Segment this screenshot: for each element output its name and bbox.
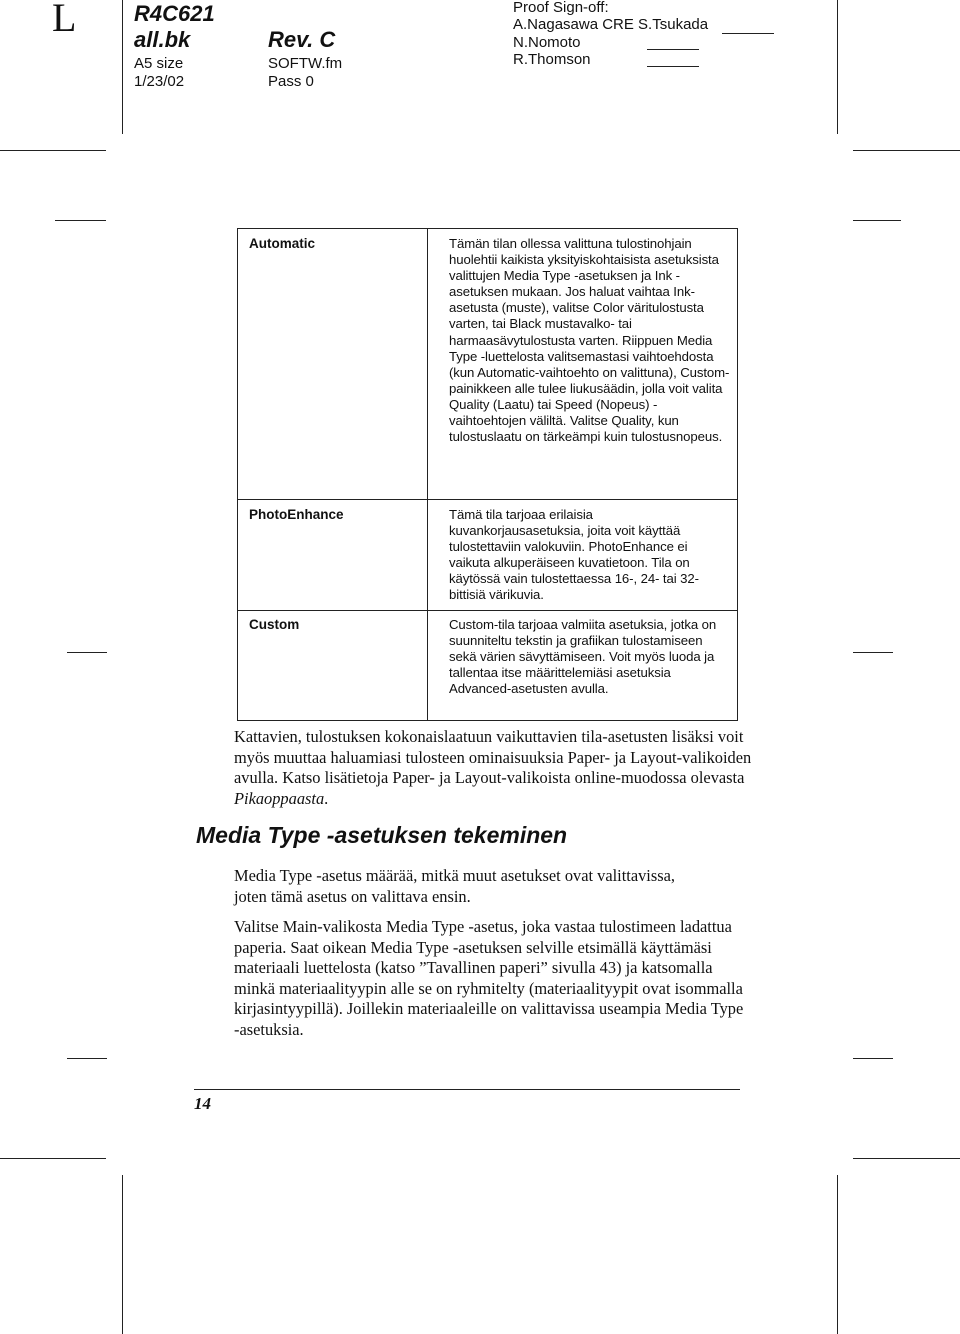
crop-mark — [853, 220, 901, 221]
crop-mark — [837, 1175, 838, 1334]
corner-letter: L — [52, 0, 77, 40]
section-heading: Media Type -asetuksen tekeminen — [196, 822, 568, 848]
crop-mark — [55, 220, 106, 221]
signoff-2: N.Nomoto — [513, 34, 581, 51]
signoff-1: A.Nagasawa CRE S.Tsukada — [513, 16, 709, 33]
paragraph — [234, 727, 754, 809]
crop-mark — [853, 1158, 960, 1159]
crop-mark — [67, 1058, 107, 1059]
signoff-3: R.Thomson — [513, 51, 591, 68]
crop-mark — [0, 1158, 106, 1159]
signoff-title: Proof Sign-off: — [513, 0, 609, 16]
paragraph-end: . — [324, 788, 329, 808]
crop-mark — [853, 150, 960, 151]
page-number: 14 — [194, 1094, 211, 1113]
paragraph-text: Kattavien, tulostuksen kokonaislaatuun vaikuttavien tila-asetusten lisäksi voit myös muuttaa haluamiasi tulosteen ominaisuuksia Paper- ja Layout-valikoiden avulla. Katso lisätietoja Paper- ja Layout-valikoista online-muodossa olevasta — [234, 727, 752, 787]
paragraph: Media Type -asetus määrää, mitkä muut asetukset ovat valittavissa, joten tämä asetus on valittava ensin. — [234, 866, 675, 906]
file-code: R4C621 — [134, 1, 215, 26]
table-row-divider — [237, 610, 738, 611]
table-row-divider — [237, 499, 738, 500]
signature-line — [722, 33, 774, 34]
revision: Rev. C — [268, 27, 336, 52]
file-name: SOFTW.fm — [268, 55, 343, 72]
guide-reference: Pikaoppaasta — [234, 788, 325, 808]
footer-rule — [194, 1089, 740, 1090]
date: 1/23/02 — [134, 73, 185, 90]
crop-mark — [853, 652, 893, 653]
crop-mark — [67, 652, 107, 653]
signature-line — [647, 49, 699, 50]
table-row-label: Automatic — [249, 236, 316, 251]
file-book: all.bk — [134, 27, 191, 52]
table-row-label: Custom — [249, 617, 300, 632]
crop-mark — [122, 1175, 123, 1334]
table-row-label: PhotoEnhance — [249, 507, 344, 522]
paragraph: Valitse Main-valikosta Media Type -asetus, joka vastaa tulostimeen ladattua paperia. Saat oikean Media Type -asetuksen selville etsimällä käyttämäsi materiaali luettelosta (katso ”Tavallinen paperi” sivulla 43) ja katsomalla minkä materiaalityypin alle se on ryhmitelty (materiaalityypit ovat isommalla kirjasintyypillä). Joillekin materiaaleille on valittavissa useampia Media Type -asetuksia. — [234, 917, 744, 1039]
pass: Pass 0 — [268, 73, 314, 90]
paper-size: A5 size — [134, 55, 184, 72]
crop-mark — [837, 0, 838, 134]
crop-mark — [122, 0, 123, 134]
table-column-divider — [427, 228, 428, 720]
crop-mark — [0, 150, 106, 151]
crop-mark — [853, 1058, 893, 1059]
table-row-description: Tämä tila tarjoaa erilaisia kuvankorjausasetuksia, joita voit käyttää tulostettaviin valokuviin. PhotoEnhance ei vaikuta alkuperäiseen kuvatietoon. Tila on käytössä vain tulostettaessa 16-, 24- tai 32-bittisiä värikuvia. — [449, 507, 699, 603]
table-row-description: Custom-tila tarjoaa valmiita asetuksia, jotka on suunniteltu tekstin ja grafiikan tulostamiseen sekä värien sävyttämiseen. Voit myös luoda ja tallentaa itse määrittelemiäsi asetuksia Advanced-asetusten avulla. — [449, 617, 717, 697]
table-row-description: Tämän tilan ollessa valittuna tulostinohjain huolehtii kaikista yksityiskohtaisista asetuksista valittujen Media Type -asetuksen ja Ink -asetuksen mukaan. Jos haluat vaihtaa Ink-asetusta (muste), valitse Color väritulostusta varten, tai Black mustavalko- tai harmaasävytulostusta varten. Riippuen Media Type -luettelosta valitsemastasi vaihtoehdosta (kun Automatic-vaihtoehto on valittuna), Custom-painikkeen alle tulee liukusäädin, jolla voit valita Quality (Laatu) tai Speed (Nopeus) -vaihtoehtojen väliltä. Valitse Quality, kun tulostuslaatu on tärkeämpi kuin tulostusnopeus. — [449, 236, 730, 445]
signature-line — [647, 66, 699, 67]
